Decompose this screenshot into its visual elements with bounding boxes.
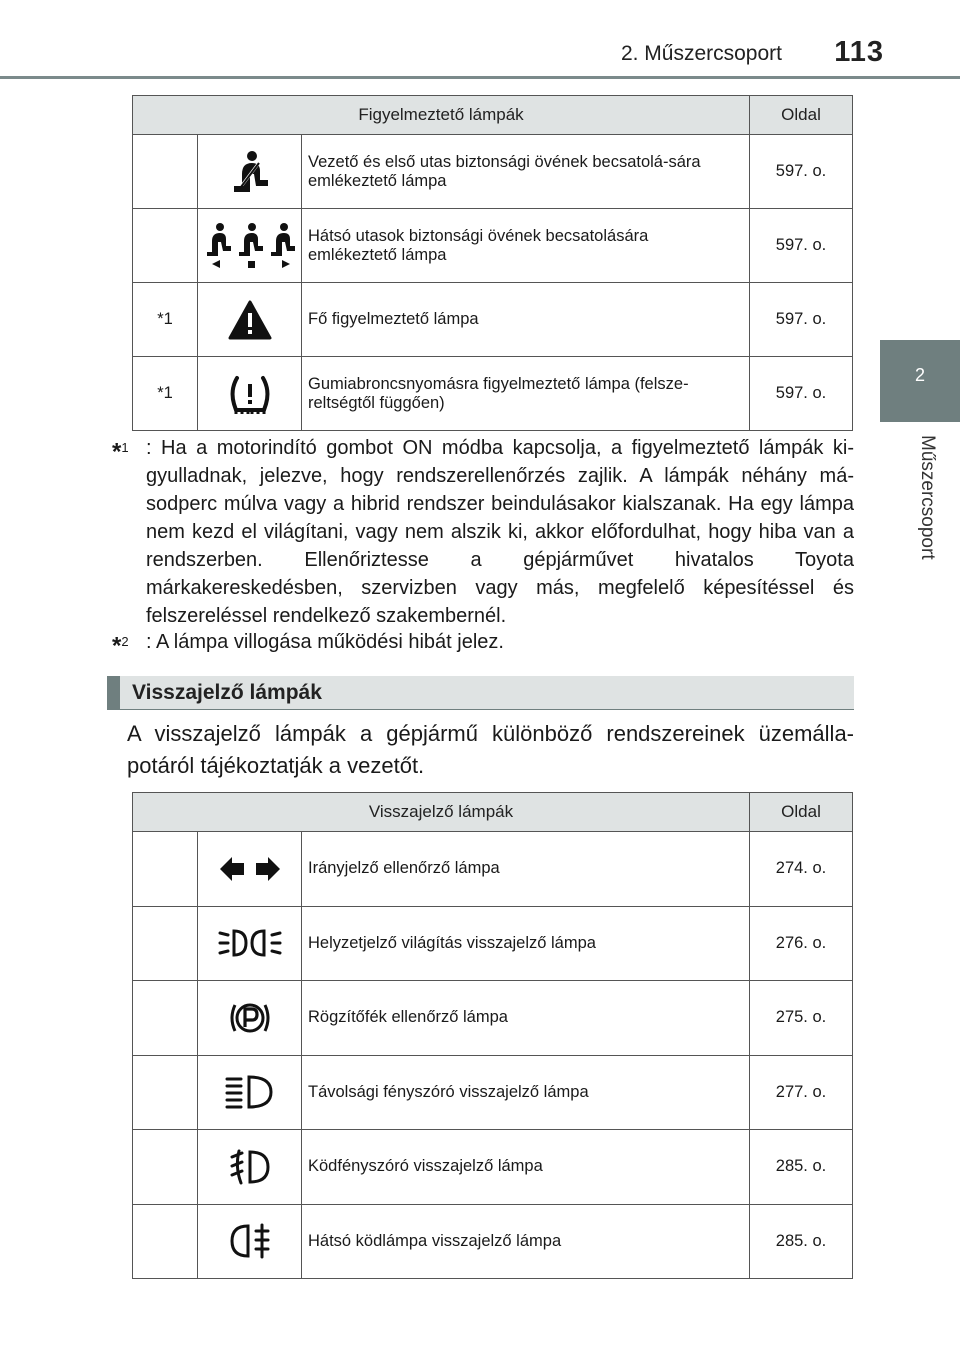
table-header-row [133, 793, 853, 832]
note-cell [133, 357, 198, 431]
header-rule [0, 76, 960, 79]
icon-cell [198, 1204, 302, 1279]
page-reference: 597. o. [750, 283, 853, 357]
note-cell [133, 135, 198, 209]
chapter-tab-label: Műszercsoport [917, 435, 938, 560]
page-reference: 285. o. [750, 1204, 853, 1279]
icon-cell [198, 906, 302, 981]
note-cell [133, 1055, 198, 1130]
note-cell [133, 209, 198, 283]
footnote-1 [112, 434, 854, 630]
column-header-lamps: Visszajelző lámpák [133, 793, 750, 832]
lamp-description: Gumiabroncsnyomásra figyelmeztető lámpa (felsze-reltségtől függően) [302, 357, 750, 431]
warning-lamps-table [132, 95, 853, 431]
note-cell [133, 1130, 198, 1205]
note-cell [133, 981, 198, 1056]
lamp-description: Helyzetjelző világítás visszajelző lámpa [302, 906, 750, 981]
table-row [133, 1204, 853, 1279]
page-reference: 276. o. [750, 906, 853, 981]
footnote-mark: *1 [157, 384, 173, 402]
parking-brake-icon [228, 996, 272, 1040]
page-reference: 277. o. [750, 1055, 853, 1130]
running-header-section: 2. Műszercsoport [620, 42, 782, 65]
table-row [133, 135, 853, 209]
footnote-marker: *$^1$ [112, 438, 129, 466]
note-cell [133, 283, 198, 357]
table-row [133, 209, 853, 283]
section-heading: Visszajelző lámpák [107, 676, 854, 710]
high-beam-icon [225, 1074, 275, 1110]
footnote-text: : Ha a motorindító gombot ON módba kapcsolja, a figyelmeztető lámpák ki-gyulladnak, jelezve, hogy rendszerellenőrzés zajlik. A lámpák néhány má-sodperc múlva vagy a hibrid rendszer beindulásakor kialszanak. Ha egy lámpa nem kezd el világítani, vagy nem alszik ki, akkor előfordulhat, hogy hiba van a rendszerben. Ellenőriztesse a gépjárművet hivatalos Toyota márkakereskedésben, szervizben vagy más, megfelelő képesítéssel és felszereléssel rendelkező szakembernél. [146, 437, 854, 627]
icon-cell [198, 1055, 302, 1130]
note-cell [133, 1204, 198, 1279]
page-reference: 274. o. [750, 832, 853, 907]
icon-cell [198, 981, 302, 1056]
lamp-description: Hátsó ködlámpa visszajelző lámpa [302, 1204, 750, 1279]
footnote-text: : A lámpa villogása működési hibát jelez. [146, 631, 504, 653]
master-warning-icon [228, 300, 272, 340]
table-row [133, 1055, 853, 1130]
footnote-marker: *$^2$ [112, 632, 129, 660]
column-header-page: Oldal [750, 96, 853, 135]
lamp-description: Irányjelző ellenőrző lámpa [302, 832, 750, 907]
note-cell [133, 832, 198, 907]
tire-pressure-icon [228, 372, 272, 416]
table-row [133, 832, 853, 907]
seatbelt-icon [228, 150, 272, 194]
table-row [133, 283, 853, 357]
column-header-lamps: Figyelmeztető lámpák [133, 96, 750, 135]
indicator-lamps-table [132, 792, 853, 1279]
icon-cell [198, 357, 302, 431]
lamp-description: Távolsági fényszóró visszajelző lámpa [302, 1055, 750, 1130]
icon-cell [198, 283, 302, 357]
section-intro: A visszajelző lámpák a gépjármű különböző rendszereinek üzemálla-potáról tájékoztatják a vezetőt. [127, 721, 854, 778]
table-row [133, 906, 853, 981]
lamp-description: Hátsó utasok biztonsági övének becsatolására emlékeztető lámpa [302, 209, 750, 283]
page-reference: 285. o. [750, 1130, 853, 1205]
table-header-row [133, 96, 853, 135]
lamp-description: Ködfényszóró visszajelző lámpa [302, 1130, 750, 1205]
footnote-mark: *1 [157, 310, 173, 328]
page-reference: 275. o. [750, 981, 853, 1056]
icon-cell [198, 1130, 302, 1205]
page-reference: 597. o. [750, 135, 853, 209]
rear-fog-icon [228, 1223, 272, 1259]
icon-cell [198, 832, 302, 907]
lamp-description: Vezető és első utas biztonsági övének becsatolá-sára emlékeztető lámpa [302, 135, 750, 209]
turn-signal-icon [218, 855, 282, 883]
lamp-description: Rögzítőfék ellenőrző lámpa [302, 981, 750, 1056]
footnote-2 [112, 628, 854, 660]
column-header-page: Oldal [750, 793, 853, 832]
page-reference: 597. o. [750, 209, 853, 283]
rear-seatbelt-icon [202, 222, 298, 270]
note-cell [133, 906, 198, 981]
chapter-tab: 2 [880, 340, 960, 422]
icon-cell [198, 135, 302, 209]
table-row [133, 1130, 853, 1205]
lamp-description: Fő figyelmeztető lámpa [302, 283, 750, 357]
icon-cell [198, 209, 302, 283]
position-light-icon [218, 927, 282, 959]
table-row [133, 357, 853, 431]
page-number: 113 [834, 36, 884, 68]
page-reference: 597. o. [750, 357, 853, 431]
table-row [133, 981, 853, 1056]
front-fog-icon [228, 1149, 272, 1185]
